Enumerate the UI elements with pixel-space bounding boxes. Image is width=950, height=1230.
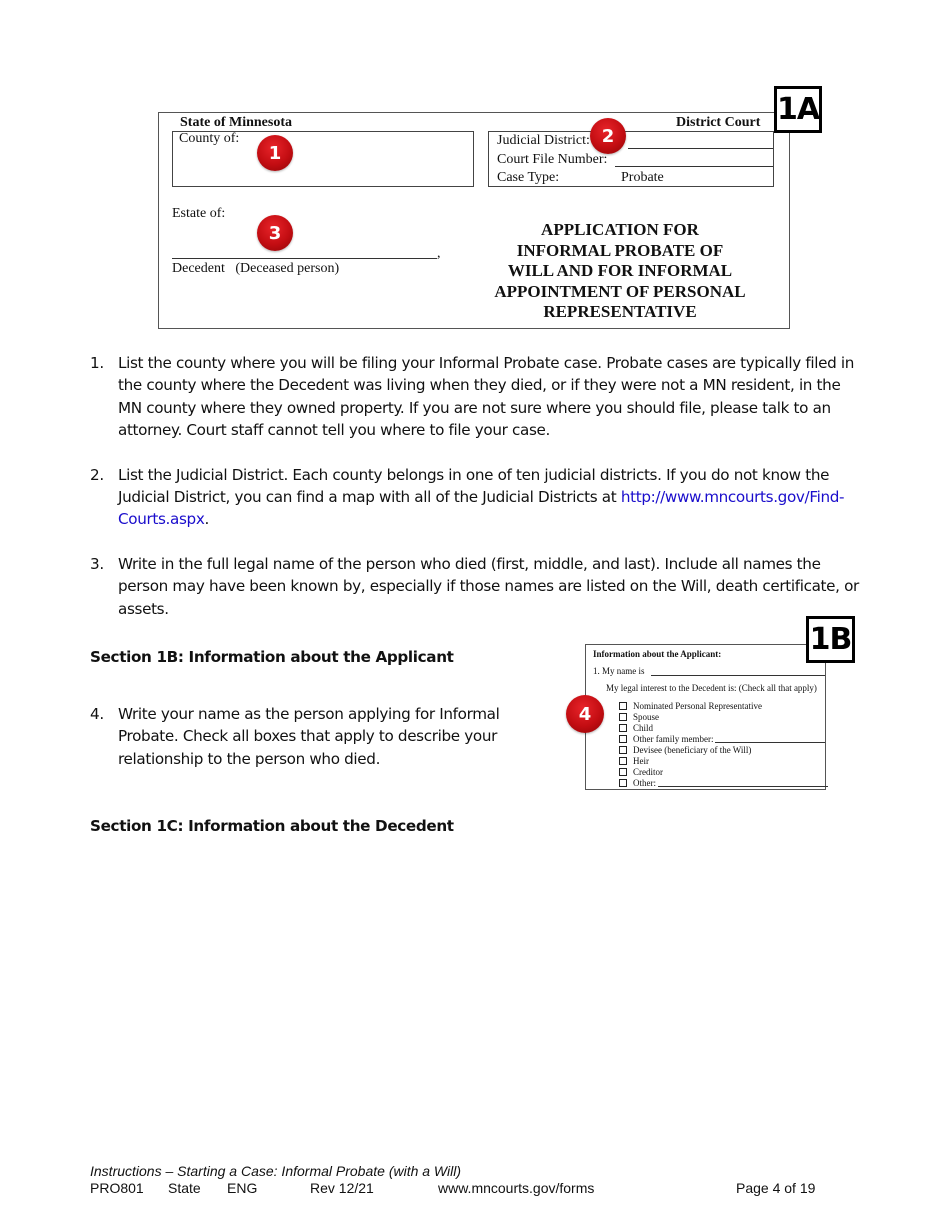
item-text: Write in the full legal name of the person who died (first, middle, and last). Include all names the person may have been known by, especially if those names are listed on the Will, death certificate, or assets. [118,554,859,618]
option-label: Child [633,722,654,733]
option-label: Devisee (beneficiary of the Will) [633,744,752,755]
other-family-line [715,734,825,743]
find-courts-link[interactable]: http://www.mncourts.gov/Find-Courts.aspx [118,488,845,529]
option-spouse[interactable] [619,711,828,722]
checkbox-icon[interactable] [619,735,627,743]
footer-language: ENG [227,1180,258,1196]
section-1b-heading: Section 1B: Information about the Applicant [90,648,454,666]
case-type-label: Case Type: [497,170,560,185]
form-title [480,220,760,323]
interest-options [619,700,828,788]
footer-form-code: PRO801 [90,1180,144,1196]
checkbox-icon[interactable] [619,724,627,732]
instruction-item-2 [90,464,865,531]
option-child[interactable] [619,722,828,733]
county-label: County of: [179,131,240,146]
section-1c-heading: Section 1C: Information about the Decedent [90,817,454,835]
applicant-heading: Information about the Applicant: [593,649,722,659]
instruction-item-3 [90,553,865,620]
option-label: Spouse [633,711,660,722]
item-number: 3. [90,554,104,573]
marker-2-icon: 2 [590,118,626,154]
item-text-end: . [204,510,209,529]
decedent-label: Decedent (Deceased person) [172,261,340,276]
item-number: 4. [90,705,104,723]
marker-3-icon: 3 [257,215,293,251]
footer-website: www.mncourts.gov/forms [438,1180,595,1196]
name-line-label: 1. My name is [593,666,645,676]
footer-scope: State [168,1180,201,1196]
option-label: Other family member: [633,733,714,744]
court-label: District Court [676,115,761,130]
court-file-number-label: Court File Number: [497,152,608,167]
option-other[interactable] [619,777,828,788]
interest-line: My legal interest to the Decedent is: (Check all that apply) [606,683,817,693]
estate-label: Estate of: [172,206,226,221]
estate-name-line [172,258,437,259]
section-1b-badge: 1B [806,616,855,663]
marker-4-icon: 4 [566,695,604,733]
form-title-line: INFORMAL PROBATE OF [516,240,724,260]
court-file-number-line [615,166,773,167]
footer-title: Instructions – Starting a Case: Informal Probate (with a Will) [90,1163,462,1179]
comma: , [437,246,441,261]
item-text: Write your name as the person applying for Informal Probate. Check all boxes that apply to describe your relationship to the person who died. [118,705,500,768]
other-line [658,778,828,787]
judicial-district-line [628,148,773,149]
section-1a-badge: 1A [774,86,822,133]
option-devisee[interactable] [619,744,828,755]
state-label: State of Minnesota [180,115,292,130]
footer-page-number: Page 4 of 19 [736,1180,816,1196]
checkbox-icon[interactable] [619,768,627,776]
case-type-value: Probate [621,170,664,185]
item-text: List the county where you will be filing your Informal Probate case. Probate cases are typically filed in the county where the Decedent was living when they died, or if they were not a MN resident, in the MN county where they owned property. If you are not sure where you should file, please talk to an attorney. Court staff cannot tell you where to file your case. [118,354,855,440]
option-label: Creditor [633,766,663,777]
checkbox-icon[interactable] [619,779,627,787]
form-title-line: REPRESENTATIVE [543,302,697,321]
instruction-item-1 [90,352,865,442]
option-creditor[interactable] [619,766,828,777]
form-title-line: WILL AND FOR INFORMAL [507,261,733,280]
option-nominated-pr[interactable] [619,700,828,711]
judicial-district-label: Judicial District: [497,133,590,148]
form-title-line: APPOINTMENT OF PERSONAL [494,281,746,301]
instruction-list [90,352,865,620]
option-label: Other: [633,777,656,788]
marker-1-icon: 1 [257,135,293,171]
name-line [651,675,825,676]
form-title-line: APPLICATION FOR [541,220,699,239]
item-text [118,464,865,531]
form-1b-excerpt [585,644,826,790]
item-number: 1. [90,354,104,372]
option-label: Nominated Personal Representative [633,700,762,711]
checkbox-icon[interactable] [619,746,627,754]
checkbox-icon[interactable] [619,713,627,721]
checkbox-icon[interactable] [619,757,627,765]
checkbox-icon[interactable] [619,702,627,710]
instruction-item-4 [90,703,530,770]
item-text-body: List the Judicial District. Each county belongs in one of ten judicial districts. If you do not know the Judicial District, you can find a map with all of the Judicial Districts at [118,465,830,507]
option-other-family[interactable] [619,733,828,744]
item-number: 2. [90,465,104,484]
footer-revision: Rev 12/21 [310,1180,374,1196]
option-heir[interactable] [619,755,828,766]
option-label: Heir [633,755,649,766]
